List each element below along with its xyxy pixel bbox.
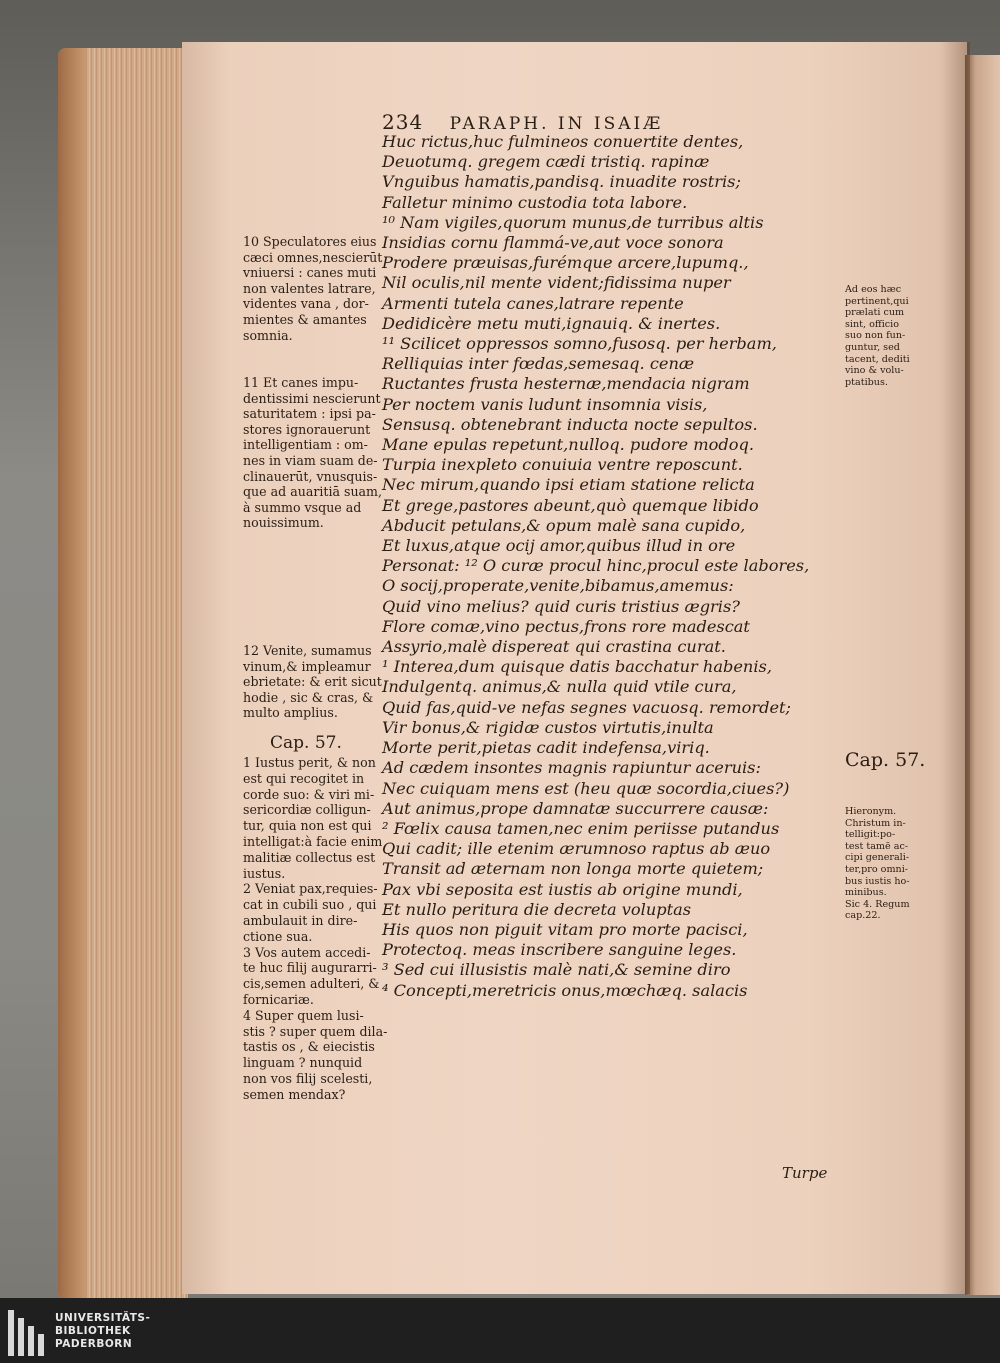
margin-line: linguam ? nunquid — [243, 1055, 363, 1071]
verse-line: Et luxus,atque ocij amor,quibus illud in ore — [382, 536, 736, 556]
margin-line: que ad auaritiā suam, — [243, 484, 383, 500]
margin-line: iustus. — [243, 865, 286, 881]
verse-line: Ad cædem insontes magnis rapiuntur aceruis: — [382, 758, 761, 778]
margin-line: stis ? super quem dila- — [243, 1023, 388, 1039]
margin-line: cis,semen adulteri, & — [243, 976, 380, 992]
margin-line: tastis os , & eiecistis — [243, 1039, 375, 1055]
verse-line: Prodere præuisas,furémque arcere,lupumq., — [382, 253, 749, 273]
margin-line: clinauerūt, vnusquis- — [243, 468, 378, 484]
verse-line: Morte perit,pietas cadit indefensa,viriq. — [382, 738, 710, 758]
note-line: Sic 4. Regum — [845, 898, 910, 910]
verse-line: Turpia inexpleto conuiuia ventre reposcunt. — [382, 455, 743, 475]
verse-line: Deuotumq. gregem cædi tristiq. rapinæ — [382, 152, 710, 172]
gutter-shadow — [940, 42, 970, 1294]
note-line: Ad eos hæc — [845, 284, 902, 295]
margin-line: intelligentiam : om- — [243, 437, 368, 453]
margin-line: fornicariæ. — [243, 991, 314, 1007]
verse-line: ¹¹ Scilicet oppressos somno,fusosq. per herbam, — [382, 334, 777, 354]
verse-line: Protectoq. meas inscribere sanguine leges. — [382, 940, 737, 960]
main-text-column — [382, 132, 822, 1001]
margin-line: corde suo: & viri mi- — [243, 786, 375, 802]
left-margin-chapter-57 — [243, 755, 387, 1103]
margin-line: 4 Super quem lusi- — [243, 1007, 364, 1023]
right-margin-note-prelates — [845, 284, 910, 388]
note-line: cipi generali- — [845, 852, 910, 864]
verse-line: ¹ Interea,dum quisque datis bacchatur habenis, — [382, 657, 772, 677]
verse-line: ¹⁰ Nam vigiles,quorum munus,de turribus altis — [382, 212, 764, 232]
running-title: PARAPH. IN ISAIÆ — [449, 114, 664, 134]
verse-line: ⁴ Concepti,meretricis onus,mœchæq. salacis — [382, 980, 748, 1000]
margin-line: 1 Iustus perit, & non — [243, 755, 376, 770]
verse-line: Nec cuiquam mens est (heu quæ socordia,ciues?) — [382, 778, 790, 798]
margin-line: 12 Venite, sumamus — [243, 643, 372, 658]
note-line: telligit:po- — [845, 829, 896, 841]
verse-line: Flore comæ,vino pectus,frons rore madescat — [382, 616, 750, 636]
margin-line: vniuersi : canes muti — [243, 265, 377, 281]
verse-line: Assyrio,malè dispereat qui crastina curat. — [382, 637, 726, 657]
margin-line: te huc filij augurarri- — [243, 960, 377, 976]
verse-line: Aut animus,prope damnatæ succurrere causæ: — [382, 798, 769, 818]
left-margin-verse-11 — [243, 375, 382, 531]
verse-line: Qui cadit; ille etenim ærumnoso raptus ab æuo — [382, 839, 771, 859]
margin-line: ebrietate: & erit sicut — [243, 674, 382, 690]
library-logo-icon — [8, 1310, 48, 1356]
note-line: sint, officio — [845, 318, 900, 330]
note-line: test tamē ac- — [845, 840, 909, 852]
right-chapter-label: Cap. 57. — [845, 749, 926, 771]
verse-line: Vir bonus,& rigidæ custos virtutis,inulta — [382, 717, 714, 737]
verse-line: His quos non piguit vitam pro morte pacisci, — [382, 919, 748, 939]
verse-line: Falletur minimo custodia tota labore. — [382, 192, 688, 212]
note-line: Hieronym. — [845, 806, 897, 817]
margin-line: à summo vsque ad — [243, 499, 362, 515]
verse-line: Indulgentq. animus,& nulla quid vtile cura, — [382, 677, 737, 697]
verse-line: Quid vino melius? quid curis tristius ægris? — [382, 596, 740, 616]
margin-line: sericordiæ colligun- — [243, 802, 371, 818]
note-line: ptatibus. — [845, 376, 888, 388]
verse-line: Huc rictus,huc fulmineos conuertite dentes, — [382, 132, 744, 151]
verse-line: Per noctem vanis ludunt insomnia visis, — [382, 394, 708, 414]
verse-line: Dedidicère metu muti,ignauiq. & inertes. — [382, 313, 721, 333]
note-line: ter,pro omni- — [845, 863, 909, 875]
margin-line: semen mendax? — [243, 1086, 346, 1102]
margin-line: somnia. — [243, 327, 293, 343]
margin-line: 2 Veniat pax,requies- — [243, 881, 378, 897]
margin-line: 10 Speculatores eius — [243, 234, 377, 249]
verse-line: Pax vbi seposita est iustis ab origine mundi, — [382, 879, 743, 899]
library-name-line: BIBLIOTHEK — [55, 1325, 131, 1337]
note-line: cap.22. — [845, 910, 881, 922]
margin-line: intelligat:à facie enim — [243, 833, 383, 849]
margin-line: cat in cubili suo , qui — [243, 897, 377, 913]
verse-line: Nil oculis,nil mente vident;fidissima nuper — [382, 273, 731, 293]
verse-line: Transit ad æternam non longa morte quietem; — [382, 859, 764, 879]
library-name — [55, 1312, 150, 1351]
margin-line: ambulauit in dire- — [243, 912, 358, 928]
margin-line: est qui recogitet in — [243, 770, 365, 786]
verse-line: Insidias cornu flammá-ve,aut voce sonora — [382, 233, 724, 253]
verse-line: Abducit petulans,& opum malè sana cupido, — [382, 515, 746, 535]
verse-line: Sensusq. obtenebrant inducta nocte sepultos. — [382, 414, 758, 434]
margin-line: non vos filij scelesti, — [243, 1070, 373, 1086]
margin-line: mientes & amantes — [243, 311, 367, 327]
margin-line: multo amplius. — [243, 705, 338, 721]
verse-line: Quid fas,quid-ve nefas segnes vacuosq. remordet; — [382, 697, 791, 717]
left-margin-verse-10 — [243, 234, 382, 343]
margin-line: nouissimum. — [243, 515, 324, 531]
facing-page-edge — [965, 55, 1000, 1295]
note-line: pertinent,qui — [845, 295, 909, 307]
verse-line: Et nullo peritura die decreta voluptas — [382, 899, 692, 919]
right-margin-note-hieronymus — [845, 806, 910, 922]
verse-line: Vnguibus hamatis,pandisq. inuadite rostris; — [382, 172, 741, 192]
library-name-line: UNIVERSITÄTS- — [55, 1312, 151, 1324]
margin-line: dentissimi nescierunt — [243, 390, 381, 406]
margin-line: malitiæ collectus est — [243, 849, 376, 865]
margin-line: hodie , sic & cras, & — [243, 689, 374, 705]
left-margin-verse-12 — [243, 643, 382, 721]
margin-line: tur, quia non est qui — [243, 818, 372, 834]
margin-line: cæci omnes,nescierūt — [243, 249, 383, 265]
verse-line: ³ Sed cui illusistis malè nati,& semine diro — [382, 960, 731, 980]
margin-line: stores ignorauerunt — [243, 421, 371, 437]
margin-line: 3 Vos autem accedi- — [243, 944, 371, 960]
margin-line: vinum,& impleamur — [243, 658, 371, 674]
margin-line: ctione sua. — [243, 928, 313, 944]
margin-line: saturitatem : ipsi pa- — [243, 406, 376, 422]
note-line: prælati cum — [845, 307, 905, 319]
note-line: suo non fun- — [845, 330, 906, 342]
verse-line: O socij,properate,venite,bibamus,amemus: — [382, 576, 734, 596]
verse-line: Nec mirum,quando ipsi etiam statione relicta — [382, 475, 755, 495]
verse-line: Relliquias inter fœdas,semesaq. cenæ — [382, 354, 695, 374]
library-name-line: PADERBORN — [55, 1338, 133, 1350]
margin-line: videntes vana , dor- — [243, 296, 369, 312]
verse-line: ² Fœlix causa tamen,nec enim periisse putandus — [382, 818, 780, 838]
margin-line: 11 Et canes impu- — [243, 375, 359, 390]
verse-line: Ructantes frusta hesternæ,mendacia nigram — [382, 374, 750, 394]
verse-line: Armenti tutela canes,latrare repente — [382, 293, 684, 313]
left-chapter-label: Cap. 57. — [270, 733, 342, 753]
verse-line: Et grege,pastores abeunt,quò quemque libido — [382, 495, 759, 515]
margin-line: non valentes latrare, — [243, 280, 376, 296]
catchword: Turpe — [782, 1164, 828, 1182]
note-line: vino & volu- — [845, 365, 904, 377]
note-line: tacent, dediti — [845, 353, 910, 365]
note-line: minibus. — [845, 887, 887, 899]
book-page-edges — [58, 48, 188, 1300]
verse-line: Personat: ¹² O curæ procul hinc,procul este labores, — [382, 556, 810, 576]
note-line: guntur, sed — [845, 341, 900, 353]
margin-line: nes in viam suam de- — [243, 452, 378, 468]
note-line: Christum in- — [845, 817, 906, 829]
verse-line: Mane epulas repetunt,nulloq. pudore modoq. — [382, 435, 754, 455]
page-header — [382, 110, 663, 134]
note-line: bus iustis ho- — [845, 875, 910, 887]
page-number: 234 — [382, 110, 424, 134]
